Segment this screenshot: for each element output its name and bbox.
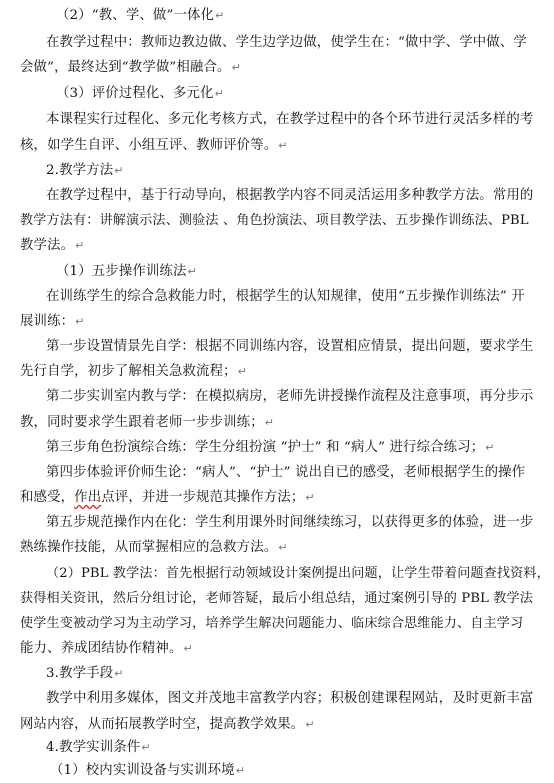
subheading-evaluation: （3）评价过程化、多元化↵: [56, 86, 224, 101]
text-line: （2）“教、学、做”一体化: [56, 8, 215, 23]
paragraph-mark: ↵: [114, 667, 124, 680]
paragraph-mark: ↵: [264, 416, 275, 429]
paragraph-mark: ↵: [187, 265, 197, 278]
text-line: 先行自学，初步了解相关急救流程；↵: [20, 364, 248, 379]
step-two-line: 第二步实训室内教与学：在模拟病房，老师先讲授操作流程及注意事项，再分步示: [46, 389, 534, 404]
section-heading-training: 4.教学实训条件↵: [46, 740, 151, 755]
section-heading-means: 3.教学手段↵: [46, 666, 124, 681]
paragraph-mark: ↵: [278, 541, 288, 554]
text-line: 教，同时要求学生跟着老师一步步训练；↵: [20, 415, 275, 430]
section-heading-methods: 2.教学方法↵: [46, 163, 124, 178]
text-line: 在教学过程中：教师边教边做、学生边学边做，使学生在：“做中学、学中做、学: [46, 35, 527, 50]
step-one-line: 第一步设置情景先自学：根据不同训练内容，设置相应情景，提出问题，要求学生: [46, 339, 534, 354]
paragraph-mark: ↵: [305, 718, 315, 731]
pbl-heading-line: （2）PBL 教学法：首先根据行动领域设计案例提出问题，让学生带着问题查找资料，: [46, 566, 550, 581]
text-line: 教学方法有：讲解演示法、测验法 、角色扮演法、项目教学法、五步操作训练法、PBL: [20, 213, 529, 228]
text-line: 网站内容，从而拓展教学时空，提高教学效果。↵: [20, 717, 315, 732]
subheading-integration: [56, 4, 224, 28]
paragraph-mark: ↵: [278, 139, 288, 152]
text-line: 在教学过程中，基于行动导向，根据教学内容不同灵活运用多种教学方法。常用的: [46, 188, 534, 203]
paragraph-mark: ↵: [183, 642, 193, 655]
text-line: 核，如学生自评、小组互评、教师评价等。↵: [20, 138, 288, 153]
paragraph-mark: ↵: [237, 365, 248, 378]
subheading-five-step: （1）五步操作训练法↵: [56, 264, 197, 279]
text-line: 在训练学生的综合急救能力时，根据学生的认知规律，使用“五步操作训练法” 开: [46, 289, 525, 304]
text-line: 使学生变被动学习为主动学习，培养学生解决问题能力、临床综合思维能力、自主学习: [20, 616, 524, 631]
paragraph-mark: ↵: [114, 164, 124, 177]
text-line: 展训练：↵: [20, 314, 85, 329]
text-line: 获得相关资讯，然后分组讨论，老师答疑，最后小组总结，通过案例引导的 PBL 教学法: [20, 591, 533, 606]
paragraph-mark: ↵: [75, 315, 85, 328]
text-line: 和感受，作出点评，并进一步规范其操作方法；↵: [20, 490, 315, 505]
paragraph-mark: ↵: [235, 764, 246, 777]
spellcheck-underline: 作出: [74, 490, 102, 505]
paragraph-mark: ↵: [75, 239, 85, 252]
text-line: 本课程实行过程化、多元化考核方式，在教学过程中的各个环节进行灵活多样的考: [46, 112, 534, 127]
text-line: 教学中利用多媒体，图文并茂地丰富教学内容；积极创建课程网站，及时更新丰富: [46, 691, 534, 706]
paragraph-mark: ↵: [215, 9, 225, 22]
step-three-line: 第三步角色扮演综合练：学生分组扮演 “护士” 和 “病人” 进行综合练习；↵: [46, 440, 495, 455]
step-five-line: 第五步规范操作内在化：学生利用课外时间继续练习，以获得更多的体验，进一步: [46, 515, 534, 530]
paragraph-mark: ↵: [485, 441, 495, 454]
paragraph-mark: ↵: [305, 491, 315, 504]
paragraph-mark: ↵: [231, 61, 241, 74]
text-line: 能力、养成团结协作精神。↵: [20, 641, 193, 656]
step-four-line: 第四步体验评价师生论：“病人”、“护士” 说出自已的感受，老师根据学生的操作: [46, 465, 526, 480]
text-line: 教学法。↵: [20, 238, 85, 253]
paragraph-mark: ↵: [141, 741, 151, 754]
text-line: 熟练操作技能，从而掌握相应的急救方法。↵: [20, 540, 288, 555]
subheading-facilities: （1）校内实训设备与实训环境↵: [50, 763, 246, 778]
text-line: 会做”，最终达到“教学做”相融合。↵: [20, 60, 241, 75]
paragraph-mark: ↵: [214, 87, 224, 100]
